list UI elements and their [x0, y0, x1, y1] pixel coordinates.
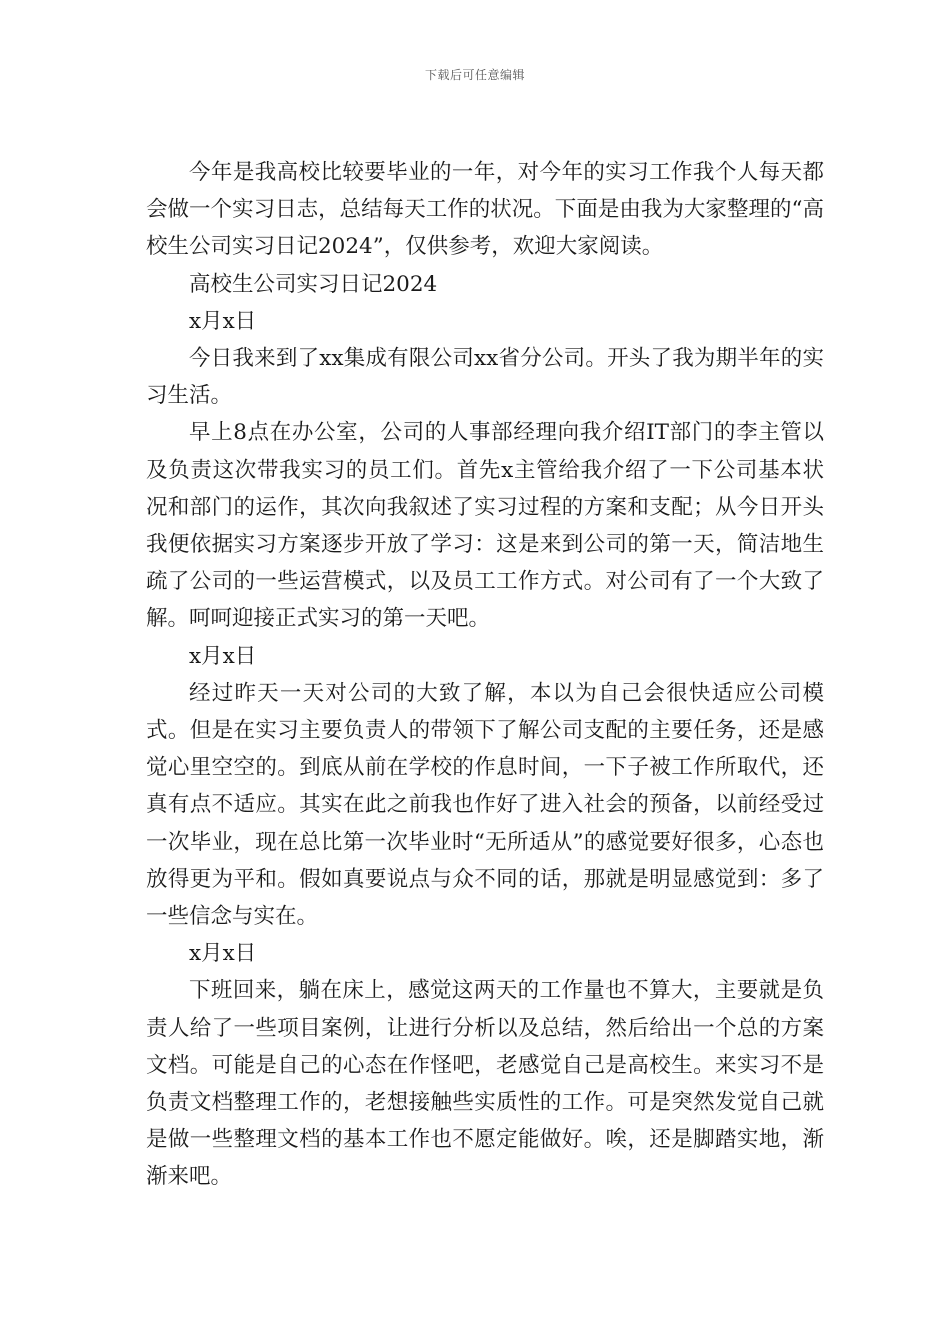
body-paragraph: 早上8点在办公室，公司的人事部经理向我介绍IT部门的李主管以及负责这次带我实习的员工们。首先x主管给我介绍了一下公司基本状况和部门的运作，其次向我叙述了实习过程的方案和支配；从今日开头我便依据实习方案逐步开放了学习：这是来到公司的第一天，简洁地生疏了公司的一些运营模式，以及员工工作方式。对公司有了一个大致了解。呵呵迎接正式实习的第一天吧。 [146, 420, 824, 632]
intro-paragraph: 今年是我高校比较要毕业的一年，对今年的实习工作我个人每天都会做一个实习日志，总结每天工作的状况。下面是由我为大家整理的“高校生公司实习日记2024”，仅供参考，欢迎大家阅读。 [146, 160, 824, 260]
entry-date: x月x日 [189, 308, 257, 334]
document-body [146, 154, 824, 1196]
entry-date: x月x日 [189, 941, 257, 967]
entry-date: x月x日 [189, 643, 257, 669]
page-header-note: 下载后可任意编辑 [424, 68, 525, 82]
body-paragraph: 经过昨天一天对公司的大致了解，本以为自己会很快适应公司模式。但是在实习主要负责人的带领下了解公司支配的主要任务，还是感觉心里空空的。到底从前在学校的作息时间，一下子被工作所取代，还真有点不适应。其实在此之前我也作好了进入社会的预备，以前经受过一次毕业，现在总比第一次毕业时“无所适从”的感觉要好很多，心态也放得更为平和。假如真要说点与众不同的话，那就是明显感觉到：多了一些信念与实在。 [146, 680, 824, 930]
document-title: 高校生公司实习日记2024 [189, 271, 438, 297]
body-paragraph: 下班回来，躺在床上，感觉这两天的工作量也不算大，主要就是负责人给了一些项目案例，让进行分析以及总结，然后给出一个总的方案文档。可能是自己的心态在作怪吧，老感觉自己是高校生。来实习不是负责文档整理工作的，老想接触些实质性的工作。可是突然发觉自己就是做一些整理文档的基本工作也不愿定能做好。唉，还是脚踏实地，渐渐来吧。 [146, 978, 824, 1190]
body-paragraph: 今日我来到了xx集成有限公司xx省分公司。开头了我为期半年的实习生活。 [146, 346, 824, 409]
